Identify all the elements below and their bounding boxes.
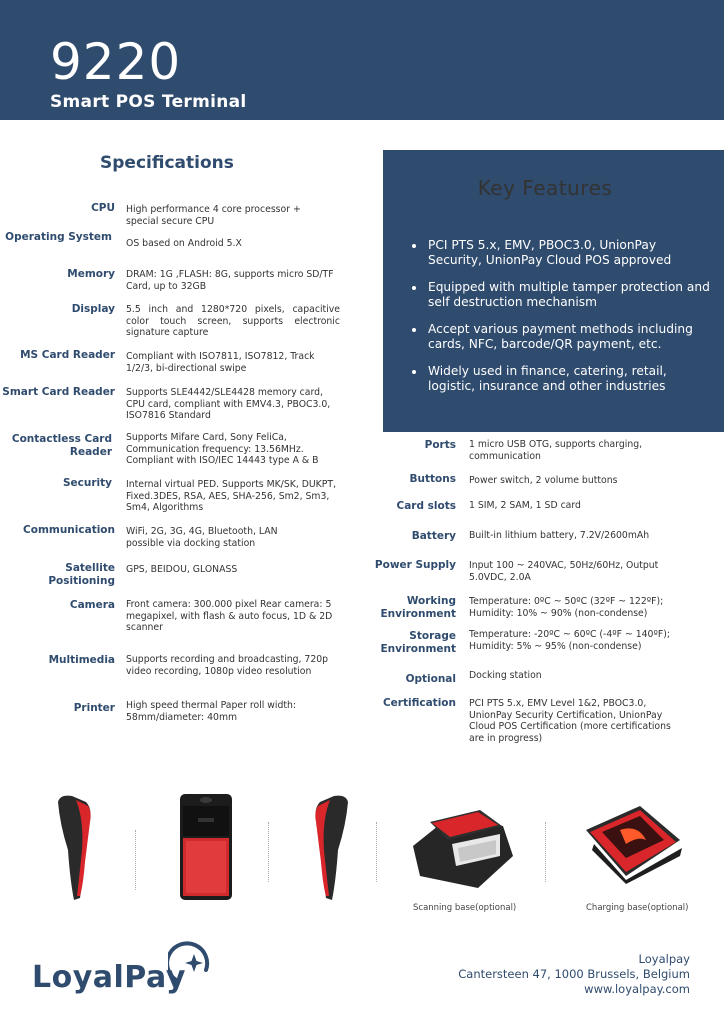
spec-label-multimedia: Multimedia: [48, 654, 115, 666]
spec-value-ports: 1 micro USB OTG, supports charging, communication: [469, 439, 643, 462]
key-feature-item: Equipped with multiple tamper protection and self destruction mechanism: [412, 280, 712, 310]
model-number: 9220: [50, 33, 182, 91]
scanning-base-image: [408, 796, 518, 896]
spec-label-ports: Ports: [424, 439, 456, 451]
charging-base-caption: Charging base(optional): [586, 903, 689, 913]
divider: [376, 822, 377, 882]
spec-value-communication: WiFi, 2G, 3G, 4G, Bluetooth, LAN possible via docking station: [126, 526, 278, 549]
spec-label-memory: Memory: [67, 268, 115, 280]
spec-label-printer: Printer: [73, 702, 115, 714]
spec-label-security: Security: [62, 477, 112, 489]
company-address: Cantersteen 47, 1000 Brussels, Belgium: [458, 967, 690, 981]
spec-label-smart-card-reader: Smart Card Reader: [2, 386, 115, 398]
specifications-heading: Specifications: [100, 153, 234, 173]
spec-value-multimedia: Supports recording and broadcasting, 720p video recording, 1080p video resolution: [126, 654, 329, 677]
spec-value-security: Internal virtual PED. Supports MK/SK, DUKPT, Fixed.3DES, RSA, AES, SHA-256, Sm2, Sm3, Sm4, Algorithms: [126, 479, 337, 513]
spec-value-satellite-positioning: GPS, BEIDOU, GLONASS: [126, 564, 238, 575]
key-feature-item: PCI PTS 5.x, EMV, PBOC3.0, UnionPay Security, UnionPay Cloud POS approved: [412, 238, 712, 268]
spec-label-battery: Battery: [411, 530, 456, 542]
key-feature-item: Accept various payment methods including cards, NFC, barcode/QR payment, etc.: [412, 322, 712, 352]
spec-value-power-supply: Input 100 ~ 240VAC, 50Hz/60Hz, Output 5.0VDC, 2.0A: [469, 560, 659, 583]
spec-label-contactless-card-reader: Contactless Card Reader: [11, 433, 112, 458]
divider: [135, 830, 136, 890]
header-banner: [0, 0, 724, 120]
spec-value-ms-card-reader: Compliant with ISO7811, ISO7812, Track 1/2/3, bi-directional swipe: [126, 351, 315, 374]
spec-label-display: Display: [71, 303, 115, 315]
spec-value-battery: Built-in lithium battery, 7.2V/2600mAh: [469, 530, 650, 541]
scanning-base-caption: Scanning base(optional): [413, 903, 517, 913]
spec-label-storage-environment: Storage Environment: [380, 630, 456, 655]
spec-label-cpu: CPU: [91, 202, 115, 214]
spec-label-working-environment: Working Environment: [380, 595, 456, 620]
spec-value-working-environment: Temperature: 0ºC ~ 50ºC (32ºF ~ 122ºF); Humidity: 10% ~ 90% (non-condense): [469, 596, 664, 619]
divider: [268, 822, 269, 882]
key-features-title: Key Features: [477, 176, 613, 200]
spec-label-optional: Optional: [405, 673, 456, 685]
spec-value-buttons: Power switch, 2 volume buttons: [469, 475, 618, 486]
spec-value-camera: Front camera: 300.000 pixel Rear camera: 5 megapixel, with flash & auto focus, 1D & 2D scanner: [126, 599, 333, 633]
terminal-left-side-view: [50, 790, 100, 905]
divider: [545, 822, 546, 882]
logo-text: LoyalPay: [32, 960, 186, 995]
spec-label-buttons: Buttons: [409, 473, 456, 485]
spec-label-ms-card-reader: MS Card Reader: [20, 349, 115, 361]
terminal-right-side-view: [306, 790, 356, 905]
company-name: Loyalpay: [638, 952, 690, 966]
product-subtitle: Smart POS Terminal: [50, 92, 247, 112]
spec-label-power-supply: Power Supply: [374, 559, 456, 571]
spec-value-cpu: High performance 4 core processor + special secure CPU: [126, 204, 301, 227]
spec-value-storage-environment: Temperature: -20ºC ~ 60ºC (-4ºF ~ 140ºF); Humidity: 5% ~ 95% (non-condense): [469, 629, 670, 652]
spec-label-communication: Communication: [23, 524, 115, 536]
spec-value-memory: DRAM: 1G ,FLASH: 8G, supports micro SD/TF Card, up to 32GB: [126, 269, 334, 292]
spec-value-certification: PCI PTS 5.x, EMV Level 1&2, PBOC3.0, UnionPay Security Certification, UnionPay Cloud POS Certification (more certifications are in progress): [469, 698, 671, 744]
spec-value-os: OS based on Android 5.X: [126, 238, 242, 249]
loyalpay-logo: [32, 960, 186, 995]
spec-label-certification: Certification: [382, 697, 456, 709]
key-feature-item: Widely used in finance, catering, retail, logistic, insurance and other industries: [412, 364, 712, 394]
spec-label-satellite-positioning: Satellite Positioning: [48, 562, 115, 587]
company-website[interactable]: www.loyalpay.com: [584, 982, 690, 996]
terminal-front-view: [178, 792, 234, 902]
spec-value-card-slots: 1 SIM, 2 SAM, 1 SD card: [469, 500, 581, 511]
spec-value-optional: Docking station: [469, 670, 542, 681]
spec-label-os: Operating System: [5, 231, 112, 243]
spec-value-display: 5.5 inch and 1280*720 pixels, capacitive color touch screen, supports electronic signature capture: [126, 304, 340, 338]
contact-block: [458, 952, 690, 997]
spec-label-camera: Camera: [69, 599, 115, 611]
sparkle-icon: [168, 940, 214, 988]
spec-label-card-slots: Card slots: [396, 500, 456, 512]
charging-base-image: [580, 800, 685, 885]
spec-value-printer: High speed thermal Paper roll width: 58mm/diameter: 40mm: [126, 700, 297, 723]
spec-value-contactless-card-reader: Supports Mifare Card, Sony FeliCa, Communication frequency: 13.56MHz. Compliant with ISO/IEC 14443 type A & B: [126, 432, 319, 466]
key-features-list: [412, 238, 712, 406]
spec-value-smart-card-reader: Supports SLE4442/SLE4428 memory card, CPU card, compliant with EMV4.3, PBOC3.0, ISO7816 Standard: [126, 387, 331, 421]
